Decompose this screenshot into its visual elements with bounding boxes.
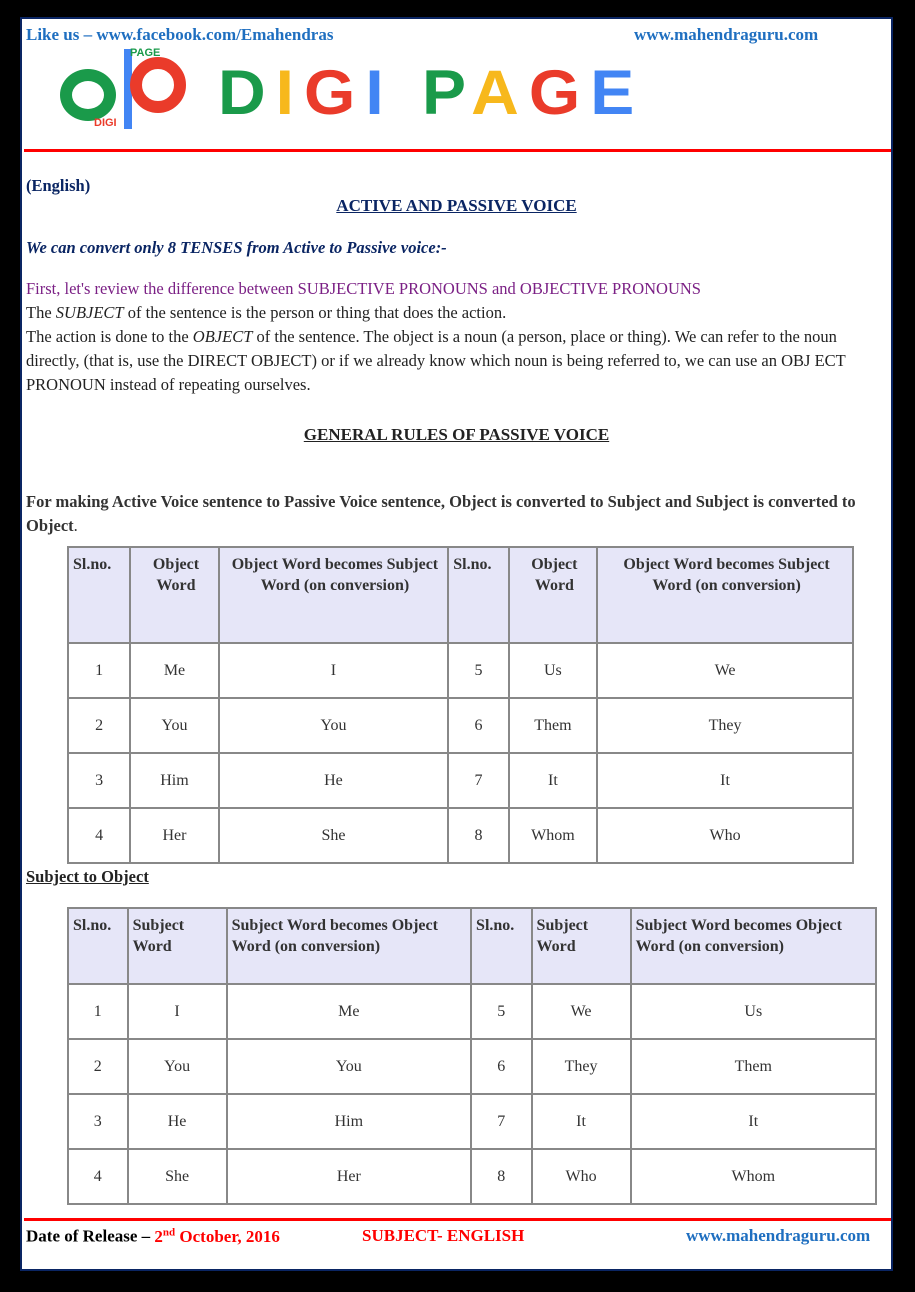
table-cell: Whom	[631, 1149, 876, 1204]
table-cell: Who	[532, 1149, 631, 1204]
table-cell: They	[597, 698, 853, 753]
logo-icon	[60, 47, 190, 131]
table-cell: I	[219, 643, 449, 698]
table-cell: 4	[68, 808, 130, 863]
table-cell: You	[128, 1039, 227, 1094]
table-cell: It	[509, 753, 597, 808]
table-cell: She	[128, 1149, 227, 1204]
header-divider	[24, 149, 891, 152]
column-header: Subject Word	[128, 908, 227, 984]
page-frame	[20, 17, 893, 1271]
table-cell: Me	[227, 984, 471, 1039]
table-cell: He	[128, 1094, 227, 1149]
like-us	[26, 25, 333, 45]
rules-text: For making Active Voice sentence to Passive Voice sentence, Object is converted to Subject and Subject is converted to Object.	[26, 492, 856, 535]
table-cell: 5	[448, 643, 508, 698]
column-header: Sl.no.	[68, 908, 128, 984]
table-cell: She	[219, 808, 449, 863]
footer-divider	[24, 1218, 891, 1221]
table-row	[68, 698, 853, 753]
table-cell: You	[130, 698, 218, 753]
table-cell: It	[532, 1094, 631, 1149]
table-header-row	[68, 908, 876, 984]
facebook-link[interactable]: www.facebook.com/Emahendras	[96, 25, 334, 44]
table-cell: 2	[68, 1039, 128, 1094]
object-to-subject-table	[67, 546, 854, 864]
review-text: First, let's review the difference between SUBJECTIVE PRONOUNS and OBJECTIVE PRONOUNS	[26, 279, 701, 298]
column-header: Object Word becomes Subject Word (on conversion)	[219, 547, 449, 643]
table-cell: We	[532, 984, 631, 1039]
page-title: ACTIVE AND PASSIVE VOICE	[336, 196, 577, 215]
table-cell: Her	[130, 808, 218, 863]
table-cell: It	[597, 753, 853, 808]
column-header: Object Word	[130, 547, 218, 643]
table-cell: 5	[471, 984, 532, 1039]
object-definition: The action is done to the OBJECT of the sentence. The object is a noun (a person, place or thing). We can refer to the noun directly, (that is, use the DIRECT OBJECT) or if we already know which noun is being referred to, we can use an OBJ ECT PRONOUN instead of repeating ourselves.	[26, 327, 846, 394]
table-cell: They	[532, 1039, 631, 1094]
table-cell: He	[219, 753, 449, 808]
footer-site-link[interactable]: www.mahendraguru.com	[686, 1226, 871, 1245]
column-header: Sl.no.	[68, 547, 130, 643]
table-cell: 3	[68, 1094, 128, 1149]
column-header: Sl.no.	[471, 908, 532, 984]
column-header: Subject Word becomes Object Word (on conversion)	[631, 908, 876, 984]
subject-to-object-heading: Subject to Object	[26, 867, 149, 886]
table-cell: 8	[448, 808, 508, 863]
logo-small-bottom: DIGI	[94, 117, 117, 129]
table-cell: 1	[68, 984, 128, 1039]
table-cell: Whom	[509, 808, 597, 863]
table-cell: I	[128, 984, 227, 1039]
table-cell: It	[631, 1094, 876, 1149]
like-us-label: Like us –	[26, 25, 97, 44]
subject-label: SUBJECT- ENGLISH	[362, 1226, 525, 1245]
table-row	[68, 1094, 876, 1149]
intro-text: We can convert only 8 TENSES from Active to Passive voice:-	[26, 238, 447, 257]
table-cell: 7	[471, 1094, 532, 1149]
table-header-row	[68, 547, 853, 643]
table-cell: Them	[631, 1039, 876, 1094]
table-cell: Who	[597, 808, 853, 863]
column-header: Subject Word	[532, 908, 631, 984]
table-row	[68, 808, 853, 863]
table-row	[68, 1149, 876, 1204]
subject-to-object-table	[67, 907, 877, 1205]
column-header: Subject Word becomes Object Word (on conversion)	[227, 908, 471, 984]
subject-definition: The SUBJECT of the sentence is the person or thing that does the action.	[26, 303, 507, 322]
table-cell: 6	[471, 1039, 532, 1094]
column-header: Object Word becomes Subject Word (on conversion)	[597, 547, 853, 643]
table-cell: 8	[471, 1149, 532, 1204]
table-cell: Him	[130, 753, 218, 808]
table-cell: 6	[448, 698, 508, 753]
table-cell: You	[219, 698, 449, 753]
table-cell: Me	[130, 643, 218, 698]
table-cell: 7	[448, 753, 508, 808]
table-cell: Her	[227, 1149, 471, 1204]
table-cell: 2	[68, 698, 130, 753]
table-cell: Us	[509, 643, 597, 698]
column-header: Sl.no.	[448, 547, 508, 643]
table-row	[68, 1039, 876, 1094]
table-cell: 1	[68, 643, 130, 698]
table-cell: 4	[68, 1149, 128, 1204]
table-cell: Them	[509, 698, 597, 753]
table-cell: Him	[227, 1094, 471, 1149]
table-row	[68, 643, 853, 698]
rules-title: GENERAL RULES OF PASSIVE VOICE	[303, 425, 610, 444]
table-cell: 3	[68, 753, 130, 808]
language-label: (English)	[26, 176, 91, 195]
release-date: Date of Release – 2nd October, 2016	[26, 1226, 280, 1246]
table-cell: We	[597, 643, 853, 698]
logo-text: DIGI PAGE	[218, 56, 645, 128]
table-row	[68, 753, 853, 808]
column-header: Object Word	[509, 547, 597, 643]
logo-small-top: PAGE	[130, 47, 161, 59]
table-cell: Us	[631, 984, 876, 1039]
table-row	[68, 984, 876, 1039]
table-cell: You	[227, 1039, 471, 1094]
site-link[interactable]: www.mahendraguru.com	[634, 25, 819, 44]
